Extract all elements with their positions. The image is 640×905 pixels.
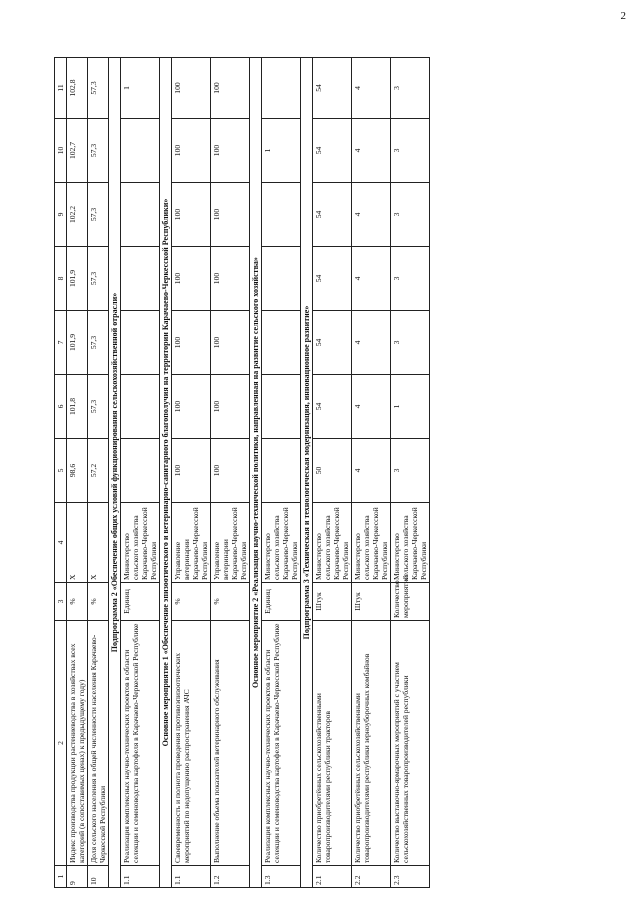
table-cell: 54 [313,247,352,311]
table-cell: 57,3 [88,183,109,247]
table-cell: 100 [172,375,211,439]
table-cell: Количество мероприятий [391,583,430,621]
table-cell: 54 [313,183,352,247]
table-cell: % [88,583,109,621]
table-cell: 100 [211,439,250,503]
section-header-text: Основное мероприятие 2 «Реализация научно-технической политики, направленная на развитие сельского хозяйства» [250,58,262,888]
table-cell: 102,8 [67,58,88,119]
table-cell: Управление ветеринарии Карачаево-Черкесской Республики [211,503,250,583]
table-cell: 98,6 [67,439,88,503]
table-cell: 1.1 [172,866,211,888]
column-number-10: 10 [55,119,67,183]
table-cell: 10 [88,866,109,888]
table-cell: Индекс производства продукции растениеводства в хозяйствах всех категорий (в сопоставимых ценах) к предыдущему году) [67,621,88,866]
table-cell: 4 [352,375,391,439]
column-number-row [55,58,67,888]
table-cell [121,311,160,375]
table-cell: 57,2 [88,439,109,503]
table-cell: 4 [352,439,391,503]
table-row [172,58,211,888]
table-cell: 3 [391,58,430,119]
table-cell: 2.2 [352,866,391,888]
section-header-row [301,58,313,888]
table-cell: 100 [172,439,211,503]
table-cell: Х [67,503,88,583]
table-cell: Своевременность и полнота проведения противоэпизоотических мероприятий по недопущению распространения АЧС [172,621,211,866]
table-cell: 57,3 [88,311,109,375]
column-number-9: 9 [55,183,67,247]
table-cell: 57,3 [88,375,109,439]
table-cell: 100 [211,58,250,119]
table-cell: % [211,583,250,621]
table-cell: Штук [313,583,352,621]
table-cell: 3 [391,311,430,375]
table-cell: 101,8 [67,375,88,439]
table-cell: 57,3 [88,247,109,311]
column-number-11: 11 [55,58,67,119]
table-cell: 4 [352,183,391,247]
table-cell [121,183,160,247]
indicators-table [54,57,430,888]
table-cell: 100 [211,375,250,439]
column-number-3: 3 [55,583,67,621]
table-cell: Штук [352,583,391,621]
table-row [262,58,301,888]
section-header-row [160,58,172,888]
table-cell: 57,3 [88,58,109,119]
table-cell: 1.2 [211,866,250,888]
table-cell: 54 [313,119,352,183]
section-header-text: Подпрограмма 3 «Техническая и технологическая модернизация, инновационное развитие» [301,58,313,888]
table-cell: Количество выставочно-ярмарочных мероприятий с участием сельскохозяйственных товаропроизводителей республики [391,621,430,866]
table-cell: 4 [352,311,391,375]
section-header-text: Подпрограмма 2 «Обеспечение общих условий функционирования сельскохозяйственной отрасли» [109,58,121,888]
table-cell: 1 [391,375,430,439]
column-number-7: 7 [55,311,67,375]
table-cell: 57,3 [88,119,109,183]
table-cell: Министерство сельского хозяйства Карачаево-Черкесской Республики [352,503,391,583]
rotated-table-container [54,58,610,888]
table-cell [121,119,160,183]
table-cell: Министерство сельского хозяйства Карачаево-Черкесской Республики [262,503,301,583]
table-cell: Министерство сельского хозяйства Карачаево-Черкесской Республики [313,503,352,583]
table-cell: 4 [352,247,391,311]
table-cell: Единиц [262,583,301,621]
table-cell: 100 [211,183,250,247]
table-cell [262,247,301,311]
table-cell: 101,9 [67,311,88,375]
table-cell: 3 [391,183,430,247]
table-cell: 100 [172,58,211,119]
table-cell: 54 [313,58,352,119]
table-cell: 3 [391,247,430,311]
table-cell: 101,9 [67,247,88,311]
table-cell [121,375,160,439]
table-row [211,58,250,888]
table-cell: 100 [172,183,211,247]
table-cell [262,311,301,375]
table-cell [262,58,301,119]
table-row [67,58,88,888]
table-cell [121,247,160,311]
table-cell: 100 [172,311,211,375]
page-number: 2 [620,10,626,22]
table-cell: 9 [67,866,88,888]
table-body [67,58,430,888]
table-cell: 3 [391,439,430,503]
table-cell: Количество приобретённых сельскохозяйственными товаропроизводителями республики зерноуборочных комбайнов [352,621,391,866]
table-cell: 102,2 [67,183,88,247]
table-row [391,58,430,888]
table-cell [262,375,301,439]
table-row [313,58,352,888]
table-cell: 100 [211,311,250,375]
section-header-text: Основное мероприятие 1 «Обеспечение эпизоотического и ветеринарно-санитарного благополучия на территории Карачаево-Черкесской Республики» [160,58,172,888]
column-number-4: 4 [55,503,67,583]
table-cell: 100 [211,247,250,311]
column-number-5: 5 [55,439,67,503]
table-cell: 2.1 [313,866,352,888]
table-row [121,58,160,888]
table-cell: 50 [313,439,352,503]
table-cell: Министерство сельского хозяйства Карачаево-Черкесской Республики [121,503,160,583]
table-cell: Выполнение объема показателей ветеринарного обслуживания [211,621,250,866]
table-cell: % [67,583,88,621]
section-header-row [250,58,262,888]
table-cell: 1 [121,58,160,119]
table-cell: 2.3 [391,866,430,888]
table-cell: Реализация комплексных научно-технических проектов в области селекции и семеноводства картофеля в Карачаево-Черкесской Республике [262,621,301,866]
column-number-6: 6 [55,375,67,439]
column-number-2: 2 [55,621,67,866]
table-cell: Доля сельского населения в общей численности населения Карачаево-Черкесской Республики [88,621,109,866]
table-cell [121,439,160,503]
table-cell: 4 [352,119,391,183]
table-cell: Реализация комплексных научно-технических проектов в области селекции и семеноводства картофеля в Карачаево-Черкесской Республике [121,621,160,866]
table-cell: 100 [172,119,211,183]
table-cell: Количество приобретённых сельскохозяйственными товаропроизводителями республики тракторов [313,621,352,866]
column-number-8: 8 [55,247,67,311]
table-cell: Управление ветеринарии Карачаево-Черкесской Республики [172,503,211,583]
section-header-row [109,58,121,888]
table-cell [262,439,301,503]
table-cell: Х [88,503,109,583]
table-row [352,58,391,888]
table-cell: Министерство сельского хозяйства Карачаево-Черкесской Республики [391,503,430,583]
table-cell: 100 [211,119,250,183]
table-cell: 100 [172,247,211,311]
table-cell: 1.3 [262,866,301,888]
table-row [88,58,109,888]
table-cell: 1 [262,119,301,183]
table-cell: 4 [352,58,391,119]
table-cell [262,183,301,247]
table-cell: % [172,583,211,621]
table-cell: 3 [391,119,430,183]
table-cell: Единиц [121,583,160,621]
table-cell: 54 [313,375,352,439]
column-number-1: 1 [55,866,67,888]
table-cell: 1.1 [121,866,160,888]
table-cell: 102,7 [67,119,88,183]
table-cell: 54 [313,311,352,375]
